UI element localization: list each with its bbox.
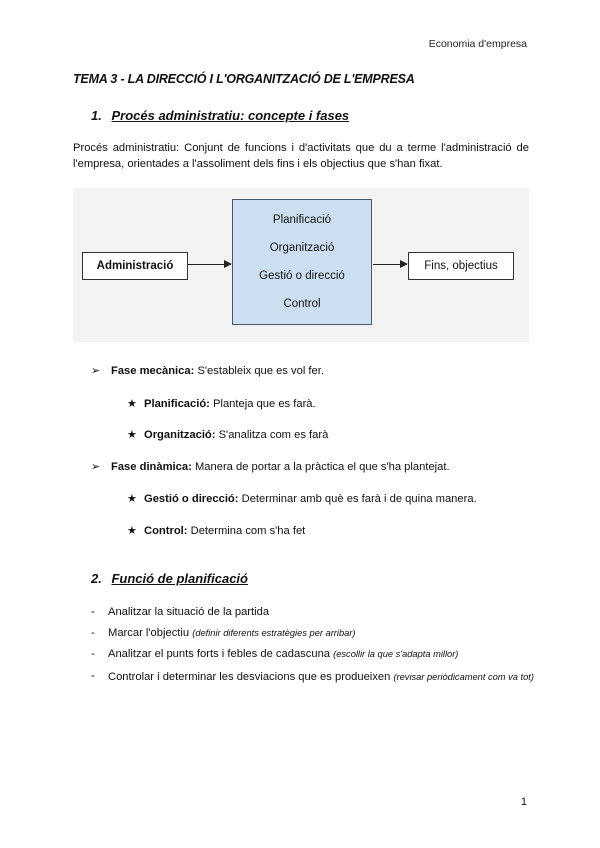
planning-item-text: Marcar l'objectiu — [108, 627, 190, 639]
fase-dinamica-label: Fase dinàmica: — [111, 461, 192, 473]
process-diagram — [73, 188, 529, 342]
diagram-item-planificacio: Planificació — [272, 214, 332, 226]
section-1-heading — [91, 108, 349, 123]
planning-item-note: (escollir la que s'adapta millor) — [333, 649, 459, 659]
fase-mecanica-label: Fase mecànica: — [111, 365, 195, 377]
gestio-text: Determinar amb què es farà i de quina manera. — [241, 493, 477, 505]
section-2-heading — [91, 571, 248, 586]
planning-item-text: Analitzar el punts forts i febles de cadascuna — [108, 648, 331, 660]
diagram-item-organitzacio: Organització — [269, 242, 335, 254]
arrow-bullet-icon: ➢ — [91, 365, 101, 377]
section-1-number: 1. — [91, 108, 102, 123]
star-bullet-icon: ★ — [127, 398, 138, 410]
list-item-control — [127, 524, 305, 537]
arrow-bullet-icon: ➢ — [91, 461, 101, 473]
fase-mecanica-text: S'estableix que es vol fer. — [197, 365, 324, 377]
section-1-title: Procés administratiu: concepte i fases — [111, 108, 350, 123]
document-title: TEMA 3 - LA DIRECCIÓ I L'ORGANITZACIÓ DE L'EMPRESA — [73, 72, 415, 86]
diagram-arrow-right — [373, 264, 407, 265]
control-text: Determina com s'ha fet — [190, 525, 306, 537]
organitzacio-label: Organització: — [144, 429, 216, 441]
list-item-fase-dinamica — [91, 460, 450, 473]
page-number: 1 — [520, 796, 527, 808]
list-item-fase-mecanica — [91, 364, 324, 377]
gestio-label: Gestió o direcció: — [144, 493, 239, 505]
diagram-arrow-left — [187, 264, 231, 265]
diagram-item-control: Control — [283, 298, 321, 310]
planning-item-note: (definir diferents estratègies per arribar) — [192, 628, 356, 638]
planning-item-note: (revisar periòdicament com va tot) — [393, 672, 534, 682]
list-item-planificacio — [127, 397, 316, 410]
planificacio-text: Planteja que es farà. — [213, 398, 316, 410]
header-subject: Economia d'empresa — [428, 38, 527, 50]
section-2-number: 2. — [91, 571, 102, 586]
diagram-box-administracio: Administració — [82, 252, 188, 280]
planning-item-text: Analitzar la situació de la partida — [108, 606, 270, 618]
diagram-box-fins: Fins, objectius — [408, 252, 514, 280]
organitzacio-text: S'analitza com es farà — [218, 429, 329, 441]
list-item-gestio — [127, 492, 477, 505]
planning-item-text: Controlar i determinar les desviacions que es produeixen — [108, 671, 391, 683]
fase-dinamica-text: Manera de portar a la pràctica el que s'ha plantejat. — [194, 461, 450, 473]
list-item-organitzacio — [127, 428, 328, 441]
star-bullet-icon: ★ — [127, 493, 138, 505]
diagram-box-functions — [232, 199, 372, 325]
control-label: Control: — [144, 525, 188, 537]
section-1-paragraph: Procés administratiu: Conjunt de funcions i d'activitats que du a terme l'administració de l'empresa, orientades a l'assoliment dels fins i els objectius que s'han fixat. — [73, 142, 529, 170]
star-bullet-icon: ★ — [127, 429, 138, 441]
diagram-item-gestio: Gestió o direcció — [259, 270, 345, 282]
star-bullet-icon: ★ — [127, 525, 138, 537]
planificacio-label: Planificació: — [144, 398, 210, 410]
section-2-title: Funció de planificació — [111, 571, 248, 586]
